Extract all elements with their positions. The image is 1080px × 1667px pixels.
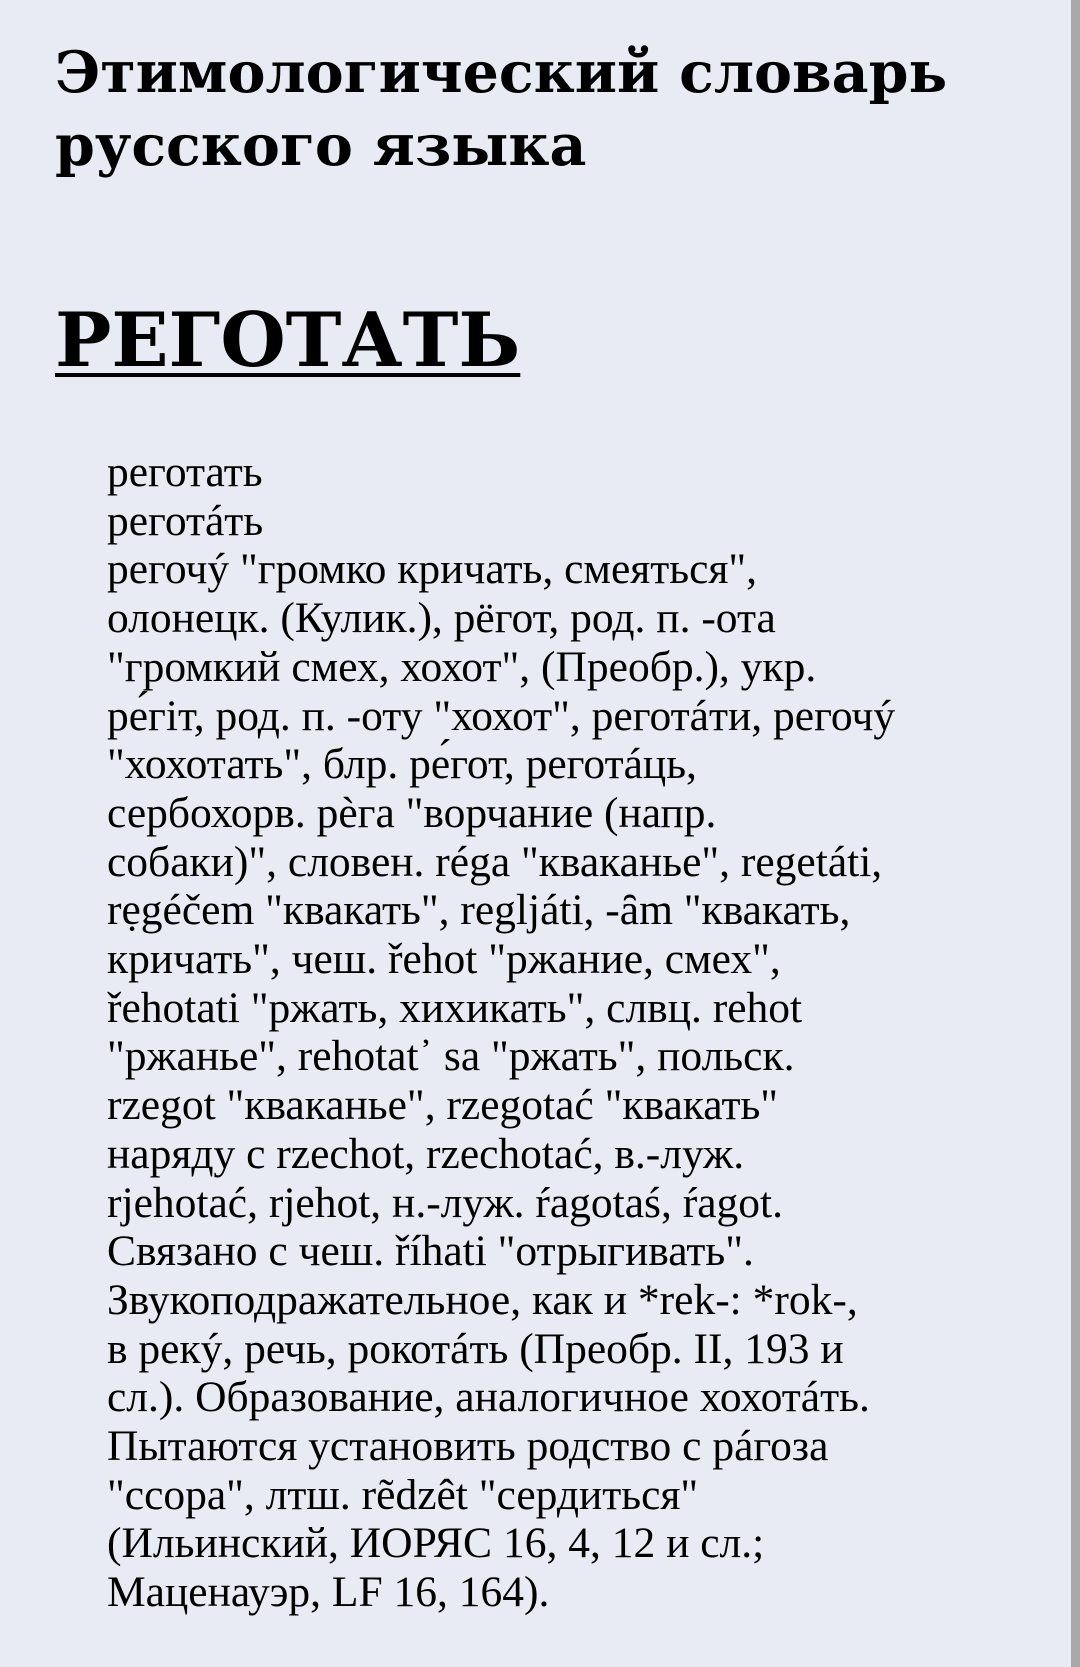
entry-line: олонецк. (Кулик.), рёгот, род. п. -ота [107, 594, 776, 643]
entry-line: rẹgéčem "квакать", regljáti, -ȃm "квакать, [107, 886, 851, 935]
entry-line: наряду с rzechot, rzechotać, в.-луж. [107, 1129, 745, 1178]
entry-line: Маценауэр, LF 16, 164). [107, 1568, 550, 1617]
entry-line: реготáть [107, 496, 264, 545]
entry-line: rzegot "кваканье", rzegotać "квакать" [107, 1081, 779, 1130]
entry-line: регочý "громко кричать, смеяться", [107, 545, 758, 594]
entry-line: "громкий смех, хохот", (Преобр.), укр. [107, 642, 817, 691]
dictionary-title: Этимологический словарь русского языка [55, 39, 948, 179]
entry-line: сербохорв. рѐга "ворчание (напр. [107, 788, 717, 837]
entry-line: "ссора", лтш. rẽdzêt "сердиться" [107, 1470, 699, 1519]
entry-line: "хохотать", блр. ре́гот, реготáць, [107, 740, 697, 789]
entry-line: "ржанье", rehotat᾽ sa "ржать", польск. [107, 1032, 795, 1081]
entry-line: Звукоподражательное, как и *rek-: *rok-, [107, 1275, 858, 1324]
entry-line: rjehotać, rjehot, н.-луж. ŕagotaś, ŕagot. [107, 1178, 783, 1227]
entry-body [107, 448, 1007, 1617]
entry-line: ре́гiт, род. п. -оту "хохот", реготáти, регочý [107, 691, 896, 740]
right-border [1071, 0, 1080, 1667]
entry-line: řehotati "ржать, хихикать", слвц. rehot [107, 983, 803, 1032]
entry-line: кричать", чеш. řehot "ржание, смех", [107, 935, 781, 984]
headword-title: РЕГОТАТЬ [55, 296, 521, 384]
entry-line: Пытаются установить родство с рáгоза [107, 1422, 829, 1471]
entry-line: в рекý, речь, рокотáть (Преобр. II, 193 и [107, 1324, 844, 1373]
entry-line: Связано с чеш. říhati "отрыгивать". [107, 1227, 754, 1276]
entry-line: собаки)", словен. réga "кваканье", regetáti, [107, 837, 883, 886]
entry-line: сл.). Образование, аналогичное хохотáть. [107, 1373, 870, 1422]
entry-line: реготать [107, 448, 263, 496]
entry-line: (Ильинский, ИОРЯС 16, 4, 12 и сл.; [107, 1519, 765, 1568]
